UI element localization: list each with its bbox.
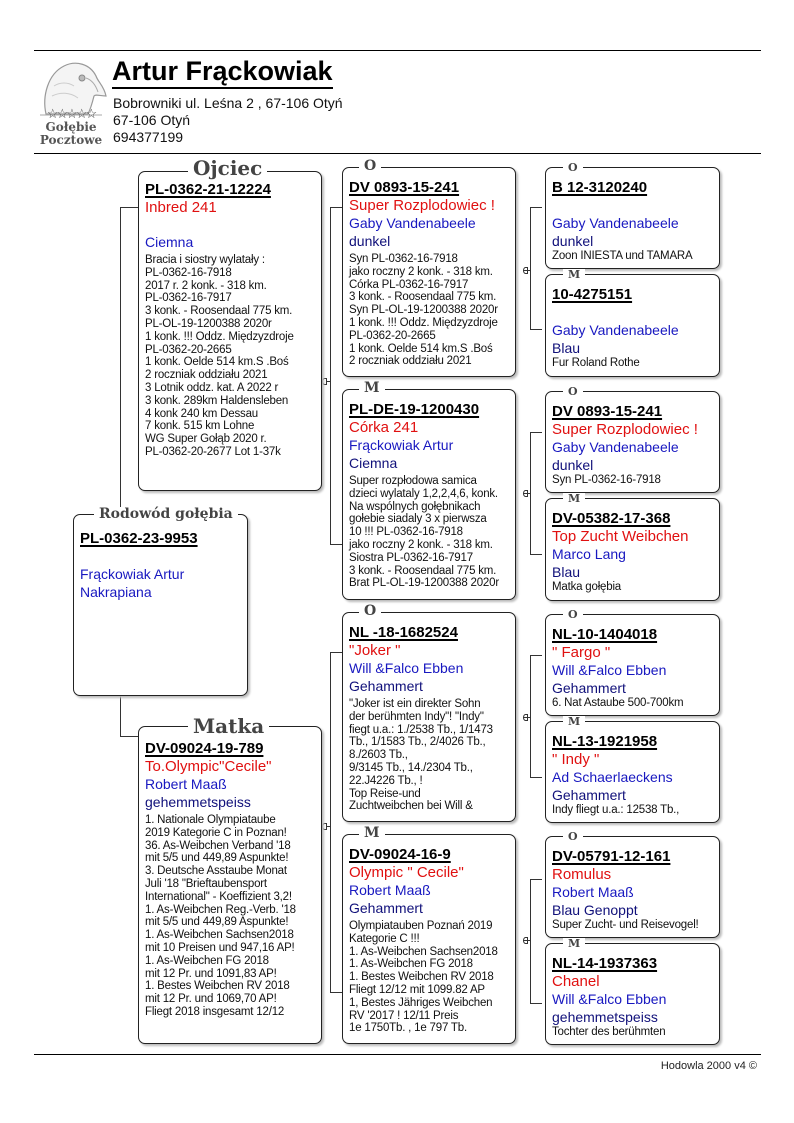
note-line: 3. Deutsche Asstaube Monat — [145, 865, 287, 878]
note-line: WG Super Gołąb 2020 r. — [145, 433, 267, 446]
note-line: 2019 Kategorie C in Poznan! — [145, 826, 287, 839]
note-line: 1. As-Weibchen FG 2018 — [349, 958, 473, 971]
connector-to-mother — [120, 736, 138, 737]
mother-notes — [145, 814, 316, 1019]
fff-color: dunkel — [552, 233, 594, 249]
note-line: Siostra PL-0362-16-7917 — [349, 551, 473, 564]
mmf-card-title: O — [563, 831, 583, 842]
note-line: Zuchtweibchen bei Will & — [349, 800, 473, 813]
fff-ring-number: B 12-3120240 — [552, 179, 648, 196]
fmf-color: dunkel — [552, 457, 594, 473]
ff-name: Super Rozplodowiec ! — [349, 197, 495, 214]
connector-to-fmf — [530, 432, 542, 433]
fmf-breeder: Gaby Vandenabeele — [552, 439, 679, 455]
connector-father-vertical — [330, 207, 331, 544]
ff-ring-number: DV 0893-15-241 — [349, 179, 460, 196]
note-line: mit 12 Pr. und 1069,70 AP! — [145, 993, 277, 1006]
connector-fm-out — [523, 493, 530, 494]
fm-breeder: Frąckowiak Artur — [349, 437, 454, 453]
mmf-breeder: Robert Maaß — [552, 884, 634, 900]
note-line: 1 konk. !!! Oddz. Międzyzdroje — [349, 316, 498, 329]
fmf-note: Syn PL-0362-16-7918 — [552, 474, 661, 486]
father-card-title: Ojciec — [188, 158, 267, 178]
connector-to-mmf — [530, 879, 542, 880]
note-line: 8./2603 Tb., — [349, 749, 408, 762]
subject-name-blank — [80, 548, 242, 565]
mother-name: To.Olympic"Cecile" — [145, 758, 272, 775]
note-line: 1 konk. Oelde 514 km.S .Boś — [349, 342, 493, 355]
note-line: Top Reise-und — [349, 787, 421, 800]
mmf-color: Blau Genoppt — [552, 902, 638, 918]
note-line: Juli '18 "Brieftaubensport — [145, 877, 267, 890]
note-line: PL-0362-16-7918 — [145, 266, 232, 279]
note-line: der berühmten Indy"! "Indy" — [349, 710, 484, 723]
note-line: 4 konk 240 km Dessau — [145, 407, 258, 420]
connector-to-mmm — [530, 1003, 542, 1004]
note-line: mit 10 Preisen und 947,16 AP! — [145, 941, 295, 954]
note-line: 10 !!! PL-0362-16-7918 — [349, 526, 463, 539]
note-line: mit 5/5 und 449,89 Aspunkte! — [145, 852, 289, 865]
ffm-ring-number: 10-4275151 — [552, 286, 633, 303]
mfm-color: Gehammert — [552, 787, 626, 803]
connector-to-fmm — [530, 554, 542, 555]
note-line: 9/3145 Tb., 14./2304 Tb., — [349, 761, 473, 774]
mff-card-title: O — [563, 609, 583, 620]
note-line: RV '2017 ! 12/11 Preis — [349, 1009, 459, 1022]
fff-card-title: O — [563, 162, 583, 173]
mother-breeder: Robert Maaß — [145, 776, 227, 792]
mm-breeder: Robert Maaß — [349, 882, 431, 898]
ffm-note: Fur Roland Rothe — [552, 357, 640, 369]
note-line: Fliegt 2018 insgesamt 12/12 — [145, 1005, 285, 1018]
ff-notes — [349, 253, 510, 368]
subject-color: Nakrapiana — [80, 584, 152, 600]
mfm-name: " Indy " — [552, 751, 600, 768]
fmm-color: Blau — [552, 564, 581, 580]
note-line: 1. As-Weibchen Sachsen2018 — [145, 929, 294, 942]
note-line: PL-0362-16-7917 — [145, 292, 232, 305]
note-line: 3 konk. - Roosendaal 775 km. — [349, 291, 497, 304]
note-line: Syn PL-0362-16-7918 — [349, 253, 458, 265]
fm-card-title: M — [359, 381, 385, 395]
note-line: 22.J4226 Tb., ! — [349, 774, 423, 787]
mm-card-title: M — [359, 826, 385, 840]
note-line: Kategorie C !!! — [349, 932, 420, 945]
fff-name-blank — [552, 197, 714, 214]
note-line: 1. As-Weibchen Reg.-Verb. '18 — [145, 903, 296, 916]
connector-to-fff — [530, 207, 542, 208]
mother-ring-number: DV-09024-19-789 — [145, 740, 264, 757]
connector-ff-out — [523, 270, 530, 271]
mf-notes — [349, 698, 510, 813]
header-bottom-rule — [34, 153, 761, 154]
note-line: 2017 r. 2 konk. - 318 km. — [145, 279, 267, 292]
ffm-color: Blau — [552, 340, 581, 356]
note-line: 3 konk. 289km Haldensleben — [145, 394, 289, 407]
fmm-card-title: M — [563, 493, 585, 504]
mf-ring-number: NL -18-1682524 — [349, 624, 458, 641]
fff-card[interactable] — [545, 167, 720, 269]
note-line: Córka PL-0362-16-7917 — [349, 278, 469, 291]
note-line: Syn PL-OL-19-1200388 2020r — [349, 304, 498, 317]
mf-card-title: O — [359, 604, 381, 618]
note-line: 2 roczniak oddziału 2021 — [349, 355, 472, 368]
ff-card-title: O — [359, 159, 381, 173]
note-line: 1 konk. !!! Oddz. Międzyzdroje — [145, 330, 294, 343]
connector-to-father — [120, 207, 138, 208]
note-line: International" - Koeffizient 3,2! — [145, 890, 292, 903]
mff-breeder: Will &Falco Ebben — [552, 662, 667, 678]
mmm-ring-number: NL-14-1937363 — [552, 955, 658, 972]
note-line: Bracia i siostry wylatały : — [145, 254, 265, 266]
note-line: Brat PL-OL-19-1200388 2020r — [349, 577, 499, 590]
fmm-breeder: Marco Lang — [552, 546, 626, 562]
fmf-card-title: O — [563, 386, 583, 397]
mff-name: " Fargo " — [552, 644, 611, 661]
mfm-breeder: Ad Schaerlaeckens — [552, 769, 673, 785]
fmm-name: Top Zucht Weibchen — [552, 528, 689, 545]
ffm-card[interactable] — [545, 274, 720, 377]
subject-card-title: Rodowód gołębia — [94, 507, 238, 521]
header-top-rule — [34, 50, 761, 51]
fm-name: Córka 241 — [349, 419, 419, 436]
note-line: Super rozpłodowa samica — [349, 475, 477, 487]
mf-color: Gehammert — [349, 678, 423, 694]
ff-color: dunkel — [349, 233, 391, 249]
connector-mother-vertical — [330, 652, 331, 992]
ffm-breeder: Gaby Vandenabeele — [552, 322, 679, 338]
note-line: Olympiatauben Poznań 2019 — [349, 920, 493, 932]
mmf-card[interactable] — [545, 836, 720, 938]
note-line: 1e 1750Tb. , 1e 797 Tb. — [349, 1022, 467, 1035]
subject-breeder: Frąckowiak Artur — [80, 566, 185, 582]
mff-color: Gehammert — [552, 680, 626, 696]
mmf-ring-number: DV-05791-12-161 — [552, 848, 671, 865]
mff-note: 6. Nat Astaube 500-700km — [552, 697, 684, 709]
note-line: Tb., 1/1583 Tb., 2/4026 Tb., — [349, 736, 486, 749]
father-color: Ciemna — [145, 234, 194, 250]
mm-ring-number: DV-09024-16-9 — [349, 846, 451, 863]
fm-notes — [349, 475, 510, 590]
mf-name: "Joker " — [349, 642, 401, 659]
mmf-note: Super Zucht- und Reisevogel! — [552, 919, 699, 931]
connector-to-mm — [330, 992, 342, 993]
note-line: PL-0362-20-2677 Lot 1-37k — [145, 445, 281, 458]
mother-card[interactable] — [138, 726, 322, 1044]
connector-to-ffm — [530, 329, 542, 330]
note-line: 1, Bestes Jähriges Weibchen — [349, 996, 493, 1009]
footer-rule — [34, 1054, 761, 1055]
note-line: "Joker ist ein direkter Sohn — [349, 698, 481, 710]
fm-color: Ciemna — [349, 455, 398, 471]
note-line: fiegt u.a.: 1./2538 Tb., 1/1473 — [349, 723, 493, 736]
father-card[interactable] — [138, 171, 322, 491]
mmm-breeder: Will &Falco Ebben — [552, 991, 667, 1007]
mmm-color: gehemmetspeiss — [552, 1009, 658, 1025]
fff-note: Zoon INIESTA und TAMARA — [552, 250, 693, 262]
note-line: 1. As-Weibchen FG 2018 — [145, 954, 269, 967]
note-line: 3 Lotnik oddz. kat. A 2022 r — [145, 381, 279, 394]
ffm-name-blank — [552, 304, 714, 321]
fmf-ring-number: DV 0893-15-241 — [552, 403, 663, 420]
connector-mf-out — [523, 717, 530, 718]
owner-city: 67-106 Otyń — [113, 112, 191, 128]
mother-card-title: Matka — [188, 716, 269, 736]
connector-ff-vertical — [530, 207, 531, 329]
mfm-card-title: M — [563, 716, 585, 727]
mfm-note: Indy fliegt u.a.: 12538 Tb., — [552, 804, 680, 816]
note-line: mit 5/5 und 449,89 Aspunkte! — [145, 916, 289, 929]
subject-ring-number: PL-0362-23-9953 — [80, 530, 198, 547]
father-notes — [145, 254, 316, 459]
connector-fm-vertical — [530, 432, 531, 554]
note-line: jako roczny 2 konk. - 318 km. — [349, 265, 493, 278]
ff-card[interactable] — [342, 167, 516, 377]
note-line: PL-OL-19-1200388 2020r — [145, 317, 272, 330]
fm-card[interactable] — [342, 389, 516, 600]
note-line: 1 konk. Oelde 514 km.S .Boś — [145, 356, 289, 369]
note-line: jako roczny 2 konk. - 318 km. — [349, 538, 493, 551]
ff-breeder: Gaby Vandenabeele — [349, 215, 476, 231]
logo-stars: ☆☆☆☆☆ — [46, 107, 96, 122]
footer-credit: Hodowla 2000 v4 © — [660, 1060, 757, 1072]
connector-mm-vertical — [530, 879, 531, 1003]
note-line: PL-0362-20-2665 — [349, 329, 436, 342]
note-line: dzieci wylataly 1,2,2,4,6, konk. — [349, 487, 498, 500]
owner-name: Artur Frąckowiak — [112, 55, 333, 89]
note-line: gołebie siadaly 3 x pierwsza — [349, 513, 487, 526]
connector-knob — [322, 823, 327, 830]
mm-notes — [349, 920, 510, 1035]
note-line: PL-0362-20-2665 — [145, 343, 232, 356]
fmm-ring-number: DV-05382-17-368 — [552, 510, 671, 527]
note-line: Fliegt 12/12 mit 1099.82 AP — [349, 983, 485, 996]
logo-text-line2: Pocztowe — [39, 133, 103, 147]
connector-knob — [322, 378, 327, 385]
fmm-note: Matka gołębia — [552, 581, 621, 593]
note-line: 1. As-Weibchen Sachsen2018 — [349, 945, 498, 958]
ffm-card-title: M — [563, 269, 585, 280]
mmm-card-title: M — [563, 938, 585, 949]
owner-address: Bobrowniki ul. Leśna 2 , 67-106 Otyń — [113, 95, 343, 111]
mmm-card[interactable] — [545, 943, 720, 1045]
fmf-card[interactable] — [545, 391, 720, 493]
note-line: 2 roczniak oddziału 2021 — [145, 369, 268, 382]
connector-to-mff — [530, 655, 542, 656]
connector-to-fm — [330, 544, 342, 545]
mm-card[interactable] — [342, 834, 516, 1044]
fm-ring-number: PL-DE-19-1200430 — [349, 401, 480, 418]
mmf-name: Romulus — [552, 866, 612, 883]
mmm-name: Chanel — [552, 973, 600, 990]
father-name: Inbred 241 — [145, 199, 217, 216]
note-line: 3 konk. - Roosendaal 775 km. — [349, 564, 497, 577]
mother-color: gehemmetspeiss — [145, 794, 251, 810]
connector-mm-out — [523, 940, 530, 941]
fff-breeder: Gaby Vandenabeele — [552, 215, 679, 231]
fmf-name: Super Rozplodowiec ! — [552, 421, 698, 438]
logo — [34, 56, 108, 146]
note-line: 36. As-Weibchen Verband '18 — [145, 839, 291, 852]
note-line: mit 12 Pr. und 1091,83 AP! — [145, 967, 277, 980]
connector-mf-vertical — [530, 655, 531, 777]
mfm-card[interactable] — [545, 721, 720, 823]
subject-card[interactable] — [73, 514, 248, 696]
mf-card[interactable] — [342, 612, 516, 822]
mmm-note: Tochter des berühmten — [552, 1026, 666, 1038]
note-line: 1. Nationale Olympiataube — [145, 814, 276, 826]
mff-ring-number: NL-10-1404018 — [552, 626, 658, 643]
note-line: 7 konk. 515 km Lohne — [145, 420, 255, 433]
father-ring-number: PL-0362-21-12224 — [145, 181, 271, 198]
father-breeder-blank — [145, 216, 316, 233]
mfm-ring-number: NL-13-1921958 — [552, 733, 658, 750]
owner-phone: 694377199 — [113, 129, 184, 145]
connector-to-mfm — [530, 777, 542, 778]
note-line: 3 konk. - Roosendaal 775 km. — [145, 305, 293, 318]
mm-color: Gehammert — [349, 900, 423, 916]
mff-card[interactable] — [545, 614, 720, 716]
mf-breeder: Will &Falco Ebben — [349, 660, 464, 676]
mm-name: Olympic " Cecile" — [349, 864, 464, 881]
note-line: Na wspólnych gołębnikach — [349, 500, 481, 513]
logo-text-line1: Gołębie — [45, 120, 97, 134]
note-line: 1. Bestes Weibchen RV 2018 — [145, 980, 290, 993]
connector-to-ff — [330, 207, 342, 208]
note-line: 1. Bestes Weibchen RV 2018 — [349, 971, 494, 984]
connector-to-mf — [330, 652, 342, 653]
fmm-card[interactable] — [545, 498, 720, 601]
